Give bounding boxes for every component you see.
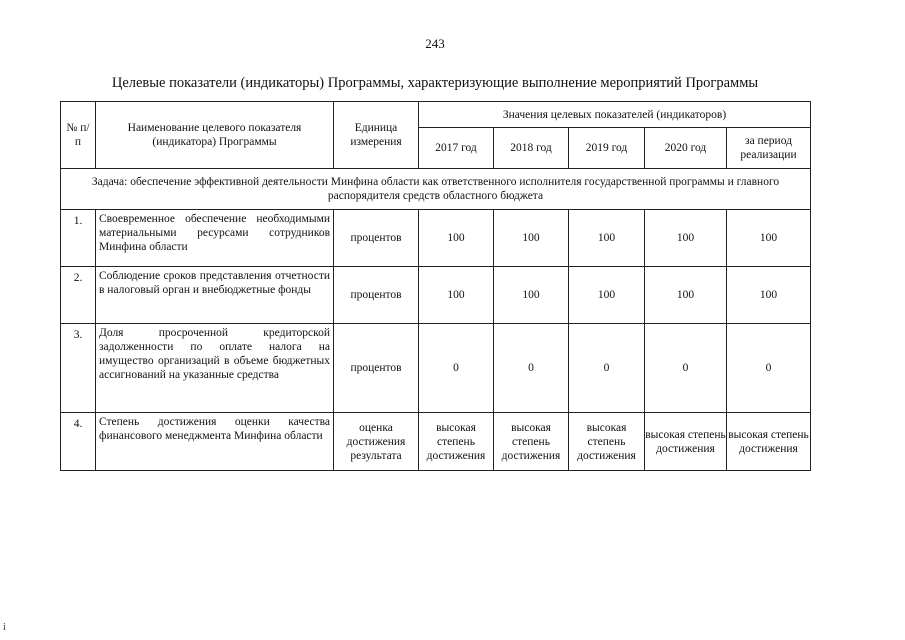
value-cell: 100 <box>494 267 569 324</box>
value-cell: 100 <box>569 267 645 324</box>
unit-cell: процентов <box>334 324 419 413</box>
value-cell: 0 <box>494 324 569 413</box>
value-cell: 0 <box>645 324 727 413</box>
table-row <box>61 267 811 324</box>
header-name: Наименование целевого показателя (индикатора) Программы <box>96 102 334 169</box>
value-cell: высокая степень достижения <box>727 413 811 471</box>
task-row <box>61 169 811 210</box>
value-cell: 100 <box>727 267 811 324</box>
table-row <box>61 210 811 267</box>
value-cell: 100 <box>645 267 727 324</box>
value-cell: 100 <box>569 210 645 267</box>
row-number: 3. <box>61 324 96 413</box>
header-year-2020: 2020 год <box>645 128 727 169</box>
value-cell: высокая степень достижения <box>494 413 569 471</box>
unit-cell: оценка достижения результата <box>334 413 419 471</box>
document-title: Целевые показатели (индикаторы) Программы, характеризующие выполнение мероприятий Программы <box>111 75 759 91</box>
header-unit: Единица измерения <box>334 102 419 169</box>
row-number: 2. <box>61 267 96 324</box>
value-cell: 0 <box>569 324 645 413</box>
header-period-total: за период реализации <box>727 128 811 169</box>
header-year-2019: 2019 год <box>569 128 645 169</box>
value-cell: высокая степень достижения <box>569 413 645 471</box>
value-cell: 100 <box>419 210 494 267</box>
header-num: № п/п <box>61 102 96 169</box>
indicator-name: Доля просроченной кредиторской задолженности по оплате налога на имущество организаций в объеме бюджетных ассигнований на указанные средства <box>96 324 334 413</box>
value-cell: высокая степень достижения <box>645 413 727 471</box>
page-number: 243 <box>425 36 445 51</box>
value-cell: 0 <box>727 324 811 413</box>
indicators-table <box>60 101 811 471</box>
row-number: 4. <box>61 413 96 471</box>
header-values-group: Значения целевых показателей (индикаторов) <box>419 102 811 128</box>
value-cell: 100 <box>494 210 569 267</box>
indicator-name: Степень достижения оценки качества финансового менеджмента Минфина области <box>96 413 334 471</box>
indicator-name: Соблюдение сроков представления отчетности в налоговый орган и внебюджетные фонды <box>96 267 334 324</box>
indicator-name: Своевременное обеспечение необходимыми материальными ресурсами сотрудников Минфина области <box>96 210 334 267</box>
value-cell: 100 <box>727 210 811 267</box>
unit-cell: процентов <box>334 267 419 324</box>
header-row <box>61 102 811 128</box>
value-cell: 100 <box>419 267 494 324</box>
corner-mark: i <box>3 622 6 633</box>
value-cell: 100 <box>645 210 727 267</box>
header-year-2018: 2018 год <box>494 128 569 169</box>
value-cell: 0 <box>419 324 494 413</box>
table-row <box>61 413 811 471</box>
task-text: Задача: обеспечение эффективной деятельности Минфина области как ответственного исполнителя государственной программы и главного распорядителя средств областного бюджета <box>61 169 811 210</box>
table-row <box>61 324 811 413</box>
row-number: 1. <box>61 210 96 267</box>
unit-cell: процентов <box>334 210 419 267</box>
header-year-2017: 2017 год <box>419 128 494 169</box>
value-cell: высокая степень достижения <box>419 413 494 471</box>
